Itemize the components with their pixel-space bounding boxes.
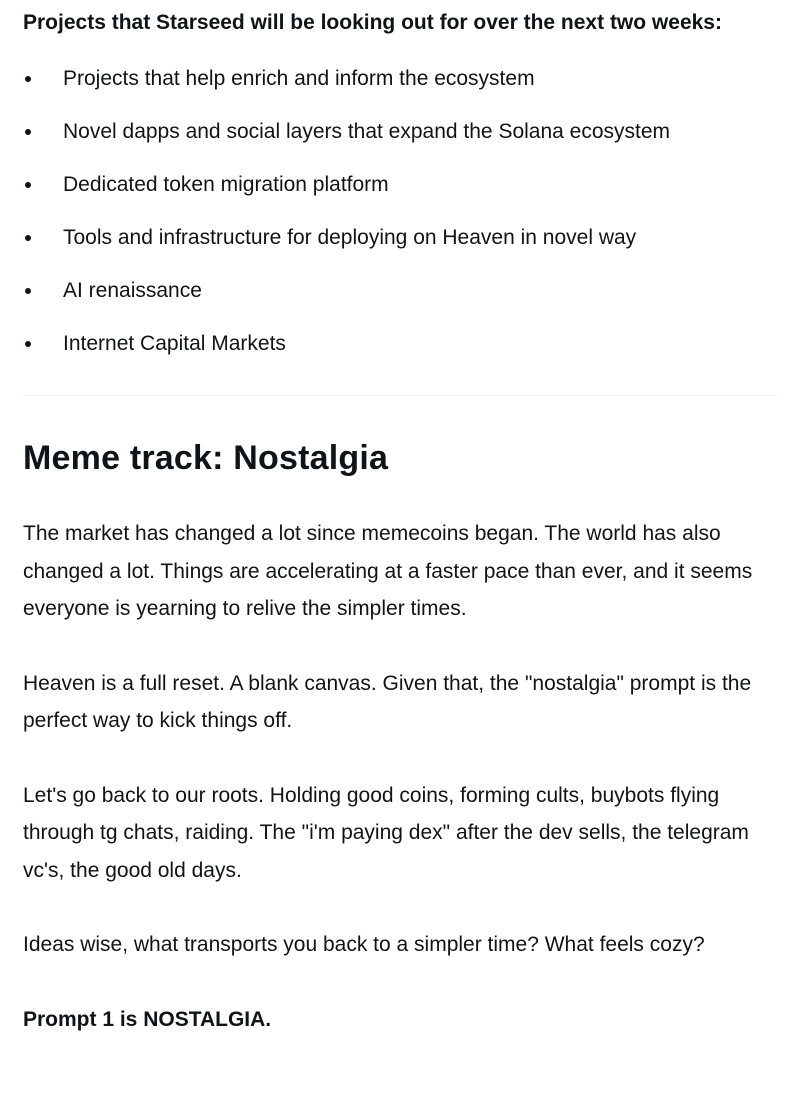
bullet-icon: [25, 235, 31, 241]
intro-text: Projects that Starseed will be looking out for over the next two weeks:: [23, 11, 722, 34]
list-item-text: AI renaissance: [63, 279, 202, 302]
list-item-text: Internet Capital Markets: [63, 332, 286, 355]
list-item: [23, 116, 778, 169]
list-item: [23, 328, 778, 381]
paragraph: Let's go back to our roots. Holding good coins, forming cults, buybots flying through tg chats, raiding. The "i'm paying dex" after the dev sells, the telegram vc's, the good old days.: [23, 783, 749, 882]
section-divider: [23, 395, 778, 396]
list-item-text: Tools and infrastructure for deploying on Heaven in novel way: [63, 226, 637, 249]
list-item-text: Projects that help enrich and inform the ecosystem: [63, 67, 535, 90]
paragraph: Heaven is a full reset. A blank canvas. Given that, the "nostalgia" prompt is the perfect way to kick things off.: [23, 671, 752, 732]
bullet-icon: [25, 129, 31, 135]
list-item: [23, 169, 778, 222]
bullet-icon: [25, 288, 31, 294]
bullet-icon: [25, 341, 31, 347]
paragraph: Ideas wise, what transports you back to a simpler time? What feels cozy?: [23, 933, 705, 956]
paragraph: The market has changed a lot since memecoins began. The world has also changed a lot. Things are accelerating at a faster pace than ever, and it seems everyone is yearning to relive the simpler times.: [23, 522, 753, 620]
section-heading: Meme track: Nostalgia: [23, 439, 389, 477]
list-item: [23, 63, 778, 116]
bullet-icon: [25, 76, 31, 82]
list-item-text: Novel dapps and social layers that expand the Solana ecosystem: [63, 120, 671, 143]
project-list: [23, 63, 778, 381]
list-item: [23, 222, 778, 275]
article-body: [23, 0, 778, 1038]
list-item: [23, 275, 778, 328]
bullet-icon: [25, 182, 31, 188]
list-item-text: Dedicated token migration platform: [63, 173, 389, 196]
closing-prompt: Prompt 1 is NOSTALGIA.: [23, 1007, 272, 1031]
